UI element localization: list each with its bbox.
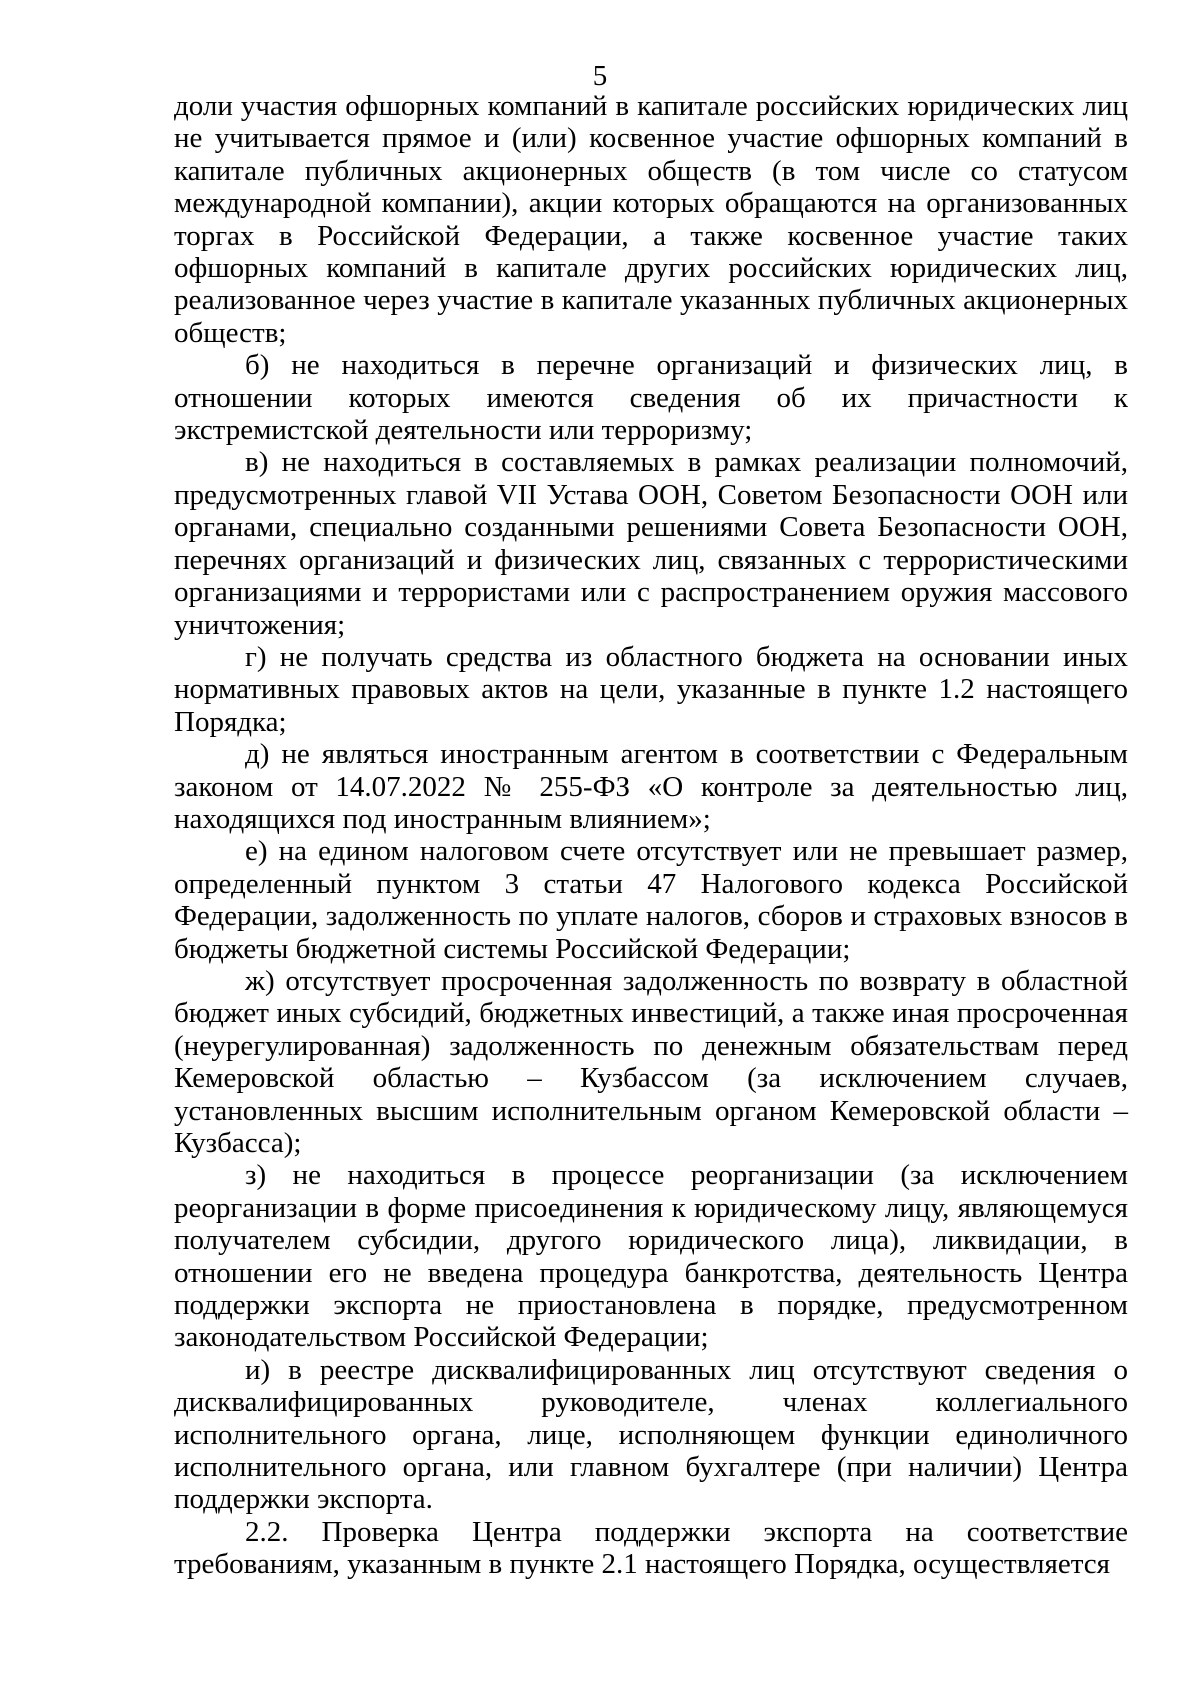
paragraph-item-i: и) в реестре дисквалифицированных лиц отсутствуют сведения о дисквалифицированных руководителе, членах коллегиального исполнительного органа, лице, исполняющем функции единоличного исполнительного органа, или главном бухгалтере (при наличии) Центра поддержки экспорта. xyxy=(174,1353,1128,1516)
paragraph-offshore-continuation: доли участия офшорных компаний в капитале российских юридических лиц не учитывается прямое и (или) косвенное участие офшорных компаний в капитале публичных акционерных обществ (в том числе со статусом международной компании), акции которых обращаются на организованных торгах в Российской Федерации, а также косвенное участие таких офшорных компаний в капитале других российских юридических лиц, реализованное через участие в капитале указанных публичных акционерных обществ; xyxy=(174,90,1128,349)
paragraph-section-2-2: 2.2. Проверка Центра поддержки экспорта на соответствие требованиям, указанным в пункте 2.1 настоящего Порядка, осуществляется xyxy=(174,1515,1128,1581)
paragraph-item-g: г) не получать средства из областного бюджета на основании иных нормативных правовых актов на цели, указанные в пункте 1.2 настоящего Порядка; xyxy=(174,640,1128,738)
paragraph-item-d: д) не являться иностранным агентом в соответствии с Федеральным законом от 14.07.2022 № 255-ФЗ «О контроле за деятельностью лиц, находящихся под иностранным влиянием»; xyxy=(174,738,1128,835)
document-body xyxy=(174,90,1128,1581)
paragraph-item-z: з) не находиться в процессе реорганизации (за исключением реорганизации в форме присоединения к юридическому лицу, являющемуся получателем субсидии, другого юридического лица), ликвидации, в отношении его не введена процедура банкротства, деятельность Центра поддержки экспорта не приостановлена в порядке, предусмотренном законодательством Российской Федерации; xyxy=(174,1159,1128,1354)
paragraph-item-b: б) не находиться в перечне организаций и физических лиц, в отношении которых имеются сведения об их причастности к экстремистской деятельности или терроризму; xyxy=(174,349,1128,447)
paragraph-item-e: е) на едином налоговом счете отсутствует или не превышает размер, определенный пунктом 3 статьи 47 Налогового кодекса Российской Федерации, задолженность по уплате налогов, сборов и страховых взносов в бюджеты бюджетной системы Российской Федерации; xyxy=(174,835,1128,965)
page-number: 5 xyxy=(592,60,608,92)
paragraph-item-zh: ж) отсутствует просроченная задолженность по возврату в областной бюджет иных субсидий, бюджетных инвестиций, а также иная просроченная (неурегулированная) задолженность по денежным обязательствам перед Кемеровской областью – Кузбассом (за исключением случаев, установленных высшим исполнительным органом Кемеровской области – Кузбасса); xyxy=(174,964,1128,1159)
paragraph-item-v: в) не находиться в составляемых в рамках реализации полномочий, предусмотренных главой VII Устава ООН, Советом Безопасности ООН или органами, специально созданными решениями Совета Безопасности ООН, перечнях организаций и физических лиц, связанных с террористическими организациями и террористами или с распространением оружия массового уничтожения; xyxy=(174,446,1128,641)
